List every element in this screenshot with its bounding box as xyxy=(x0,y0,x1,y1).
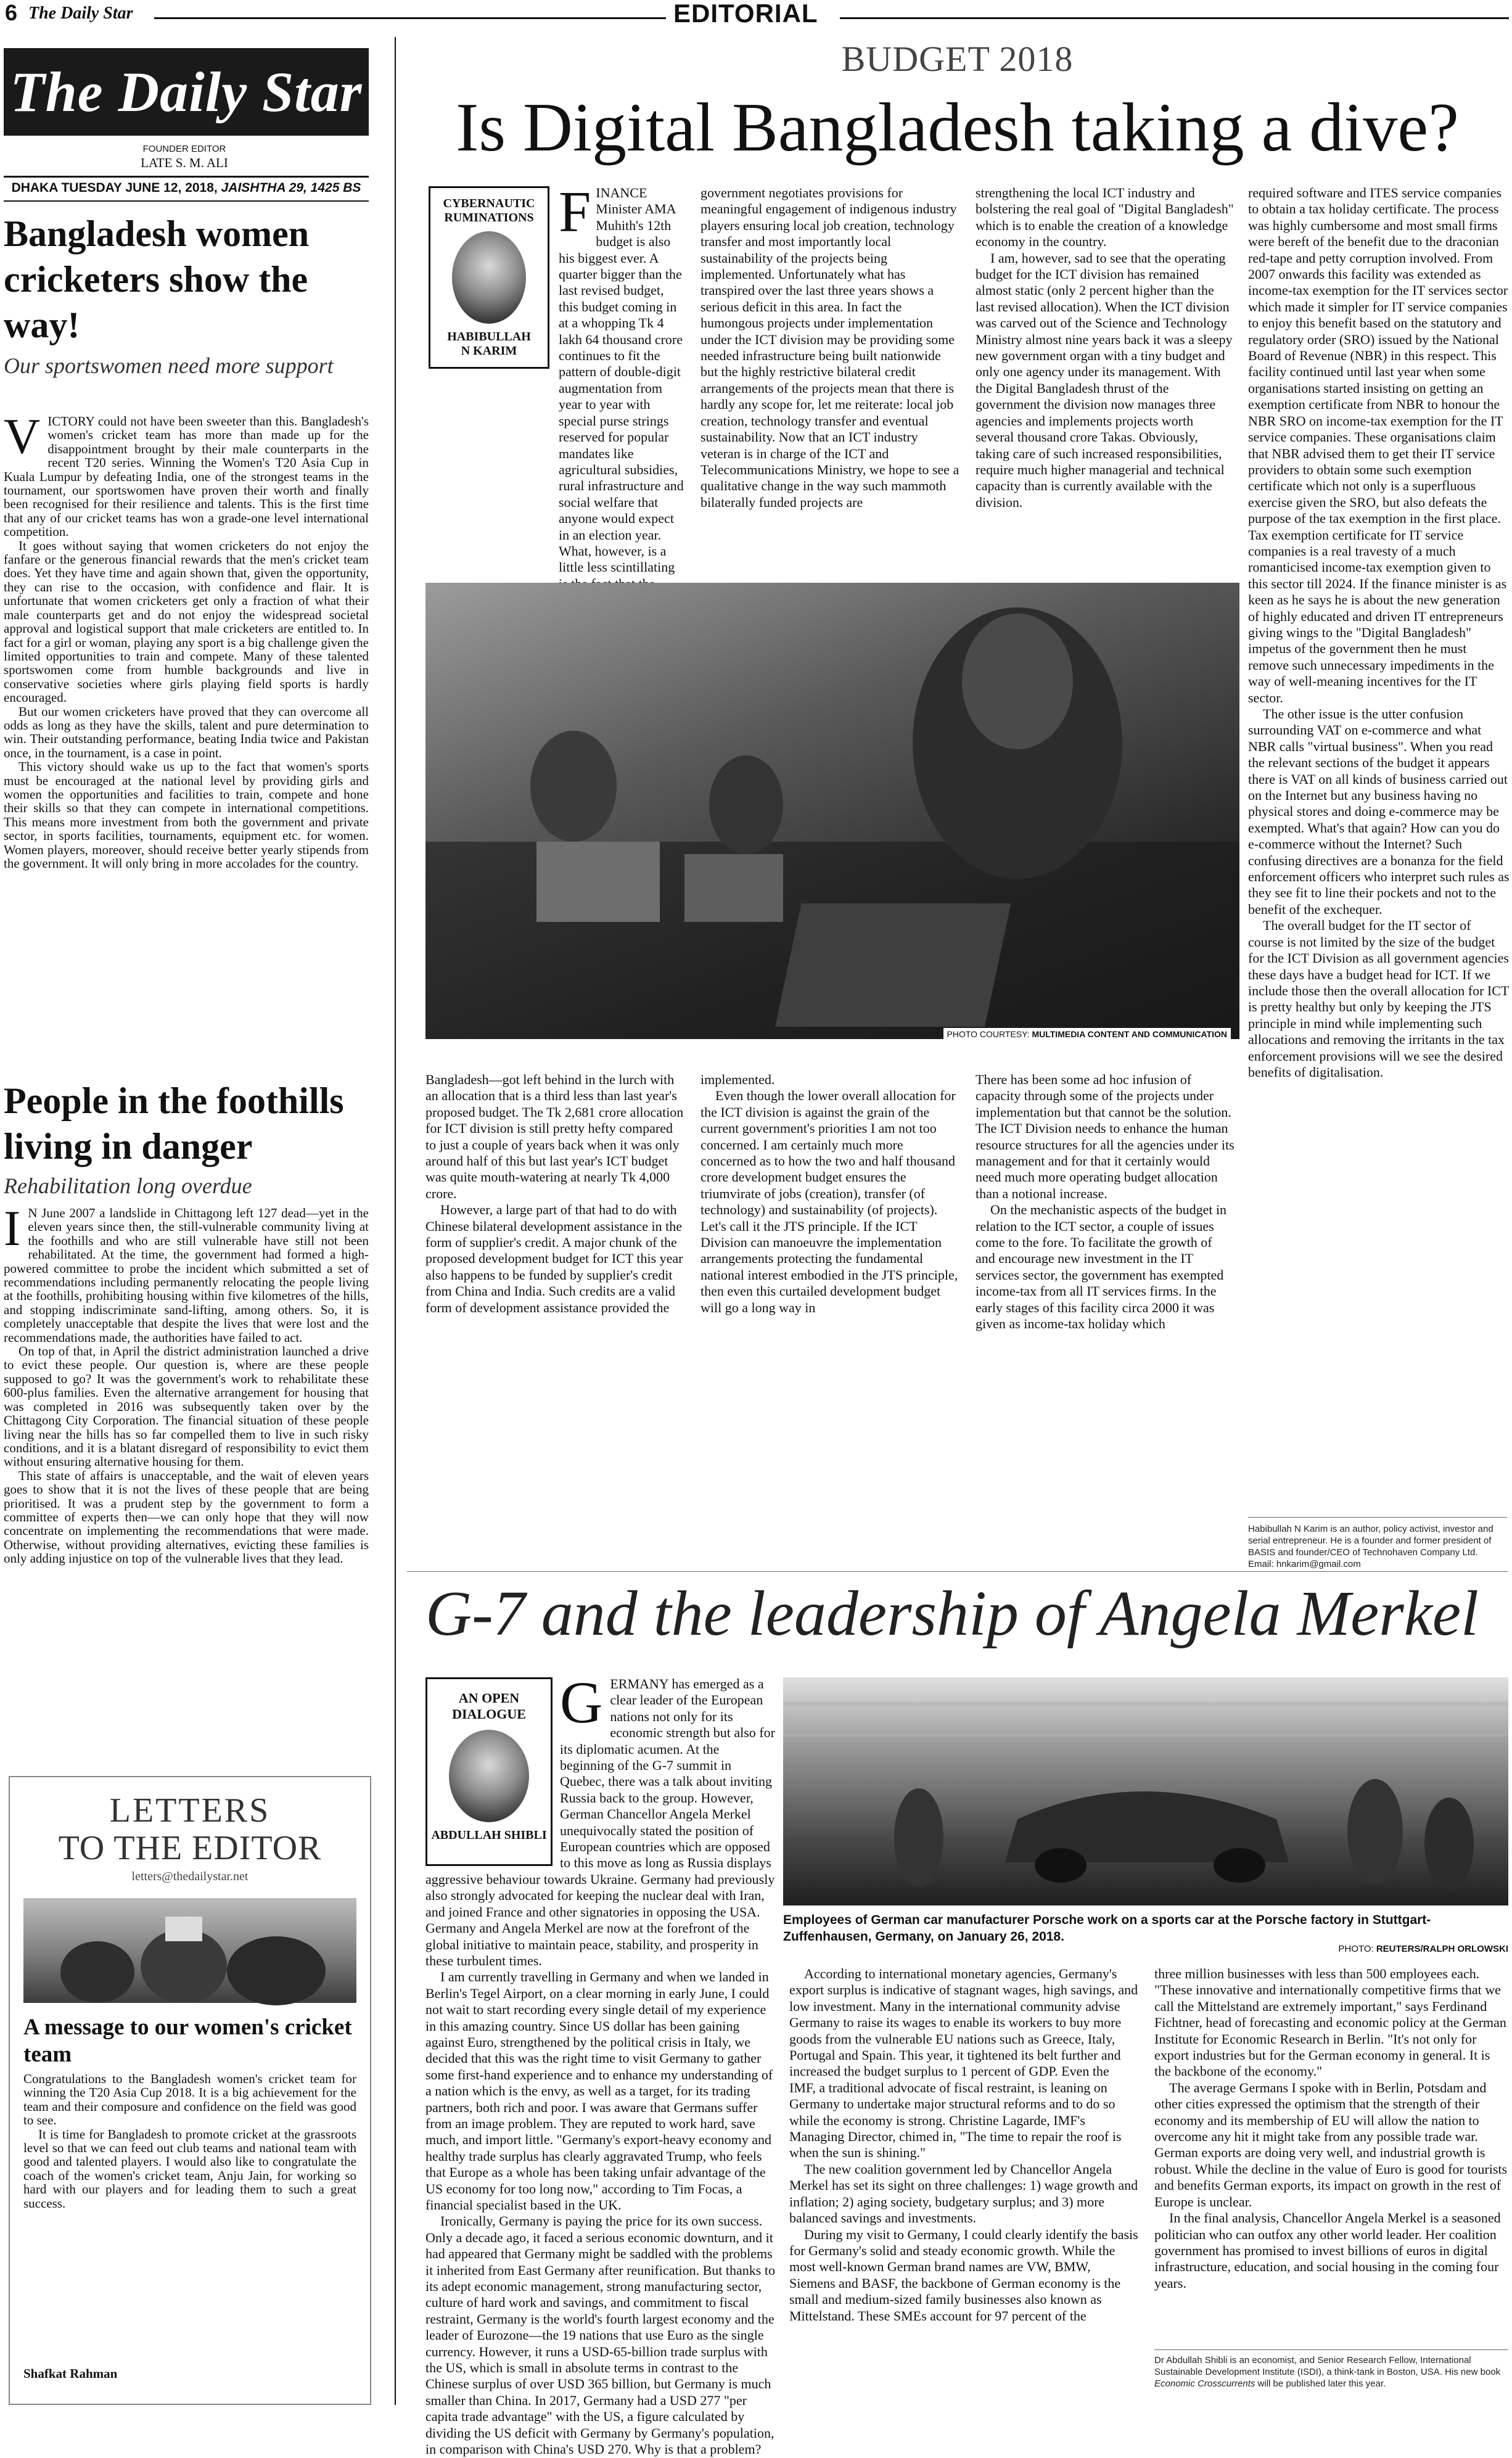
header-paper-name: The Daily Star xyxy=(28,4,133,23)
budget-col2-bottom xyxy=(701,1072,961,1417)
budget-author-note-rule xyxy=(1248,1517,1507,1518)
budget-col2-bottom-para: implemented. xyxy=(701,1072,775,1087)
budget-photo-credit xyxy=(943,1028,1231,1040)
budget-col1-top xyxy=(559,180,684,575)
editorial2-drop-cap: I xyxy=(4,1200,21,1256)
merkel-col1-para: ERMANY has emerged as a clear leader of the European nations not only for its economic strength but also for its diplomatic acumen. At the beginning of the G-7 summit in Quebec, there was a talk about inviting Russia back to the group. However, German Chancellor Angela Merkel unequivocally stated the position of European countries which are opposed to this move as long as Russia displays aggressive behaviour towards Ukraine. Germany had previously also strongly advocated for keeping the nuclear deal with Iran, and joined France and other signatories in opposing the USA. Germany and Angela Merkel are now at the forefront of the global initiative to maintain peace, stability, and prosperity in these turbulent times. xyxy=(425,1676,775,1968)
letter-signature: Shafkat Rahman xyxy=(23,2366,118,2381)
editorial2-para: This state of affairs is unacceptable, and the wait of eleven years goes to show that it is not the lives of these people that are being prioritised. It was a prudent step by the government to form a committee of experts then—we can only hope that they will now concentrate on implementing the recommendations that were made. Otherwise, without providing alternatives, evicting these families is only adding injustice on top of the vulnerable lives that they lead. xyxy=(4,1468,369,1566)
merkel-col2 xyxy=(789,1966,1138,2404)
merkel-byline-spacer xyxy=(425,1676,560,1861)
dateline-top-rule xyxy=(4,176,369,178)
letter-para: Congratulations to the Bangladesh women's cricket team for winning the T20 Asia Cup 2018. It is a big achievement for the team and their composure and confidence on the field was good to see. xyxy=(23,2071,356,2128)
letter-para: It is time for Bangladesh to promote cricket at the grassroots level so that we can feed out club teams and national team with good and talented players. I would also like to congratulate the coach of the women's cricket team, Anju Jain, for working so hard with our players and for leading them to such a great success. xyxy=(23,2126,356,2211)
editorial1-para: But our women cricketers have proved that they can overcome all odds as long as they have the skills, talent and pure determination to win. Their outstanding performance, beating India twice and Pakistan once, in the tournament, is a case in point. xyxy=(4,704,369,760)
dateline-date: DHAKA TUESDAY JUNE 12, 2018, xyxy=(11,181,218,195)
letter-body xyxy=(23,2072,356,2368)
merkel-photo-caption: Employees of German car manufacturer Porsche work on a sports car at the Porsche factory in Stuttgart-Zuffenhausen, Germany, on January 26, 2018. xyxy=(783,1913,1431,1944)
editorial1-para: ICTORY could not have been sweeter than this. Bangladesh's women's cricket team has more than made up for the disappointment brought by their male counterparts in the recent T20 series. Winning the Women's T20 Asia Cup in Kuala Lumpur by defeating India, one of the strongest teams in the tournament, our sportswomen have proven their worth and finally been recognised for their resilience and talents. This is the first time that any of our cricket teams has won a grade-one level international competition. xyxy=(4,414,369,540)
merkel-col2-para: During my visit to Germany, I could clearly identify the basis for Germany's solid and steady economic growth. While the most well-known German brand names are VW, BMW, Siemens and BASF, the backbone of German economy is the small and medium-sized family businesses also known as Mittelstand. These SMEs account for 97 percent of the xyxy=(789,2226,1138,2324)
budget-col2-bottom-para: Even though the lower overall allocation for the ICT division is against the grain of the current government's priorities I am not too concerned. I am certainly much more concerned as to how the two and half thousand crore development budget ensures the triumvirate of jobs (creation), transfer (of technology) and sustainability (of projects). Let's call it the JTS principle. If the ICT Division can manoeuvre the implementation arrangements protecting the fundamental national interest embodied in the JTS principle, then even this curtailed development budget will go a long way in xyxy=(701,1088,958,1315)
budget-col4-para: The other issue is the utter confusion surrounding VAT on e-commerce and what NBR calls "virtual business". When you read the relevant sections of the budget it appears there is VAT on all kinds of business carried out on the Internet but any business having no physical stores and doing e-commerce may be exempted. What's that again? How can you do e-commerce without the Internet? Such confusing directives are a bonanza for the field enforcement officers who interpret such rules as they see fit to line their pockets and not to the benefit of the exchequer. xyxy=(1248,706,1510,917)
budget-kicker: BUDGET 2018 xyxy=(841,39,1074,79)
merkel-col1-para: Ironically, Germany is paying the price for its own success. Only a decade ago, it faced a serious economic downturn, and it had appeared that Germany might be saddled with the problems it inherited from East Germany after reunification. But thanks to its adept economic management, strong manufacturing sector, culture of hard work and savings, and commitment to fiscal restraint, Germany is the world's fourth largest economy and the leader of Eurozone—the 19 nations that use Euro as the single currency. However, it runs a USD-65-billion trade surplus with the US, which is small in absolute terms in contrast to the Chinese surplus of over USD 365 billion, but Germany is much smaller than China. In 2017, Germany had a USD 277 "per capita trade advantage" with the US, a figure calculated by dividing the US deficit with Germany by Germany's population, in comparison with China's USD 270. Why is that a problem? xyxy=(425,2213,775,2457)
header-rule-right xyxy=(840,17,1509,19)
budget-author-note-text: Habibullah N Karim is an author, policy activist, investor and serial entrepreneur. He is a founder and former president of BASIS and founder/CEO of Technohaven Company Ltd. xyxy=(1248,1524,1494,1558)
merkel-author-name: ABDULLAH SHIBLI xyxy=(431,1828,547,1842)
founder-label: FOUNDER EDITOR xyxy=(142,144,226,154)
founder-name: LATE S. M. ALI xyxy=(141,155,228,170)
merkel-author-note-1: Dr Abdullah Shibli is an economist, and Senior Research Fellow, International Sustainable Development Institute (ISDI), a think-tank in Boston, USA. His new book xyxy=(1154,2355,1501,2377)
budget-author-note xyxy=(1248,1523,1507,1570)
budget-col2-top xyxy=(701,185,961,580)
budget-col1-top-cont xyxy=(425,385,687,583)
editorial1-para: It goes without saying that women cricketers do not enjoy the fanfare or the generous financial rewards that the men's cricket team does. Yet they have time and again shown that, given the opportunity, they can rise to the occasion, with confidence and flair. It is unfortunate that women cricketers get only a fraction of what their male counterparts get and do not enjoy the widespread societal approval and logistical support that male cricketers are entitled to. In fact for a girl or woman, playing any sport is a big challenge given the limited opportunities to train and compete. Many of these talented sportswomen come from humble backgrounds and live in conservative societies where girls playing field sports is hardly encouraged. xyxy=(4,538,369,705)
merkel-photo-credit-label: PHOTO: xyxy=(1338,1944,1374,1954)
editorial1-body xyxy=(4,408,369,1062)
editorial1-subtitle: Our sportswomen need more support xyxy=(4,353,334,378)
budget-column-label-2: RUMINATIONS xyxy=(444,211,534,224)
budget-col3-bottom-para: On the mechanistic aspects of the budget in relation to the ICT sector, a couple of issues come to the fore. To facilitate the growth of and encourage new investment in the IT services sector, the government has exempted income-tax from all IT services firms. In the early stages of this facility circa 2000 it was given as income-tax holiday which xyxy=(976,1202,1227,1332)
budget-byline-box xyxy=(429,186,549,369)
budget-col4 xyxy=(1248,185,1510,1508)
budget-photo xyxy=(425,583,1239,1039)
dateline-bangla-date: JAISHTHA 29, 1425 BS xyxy=(221,181,361,195)
budget-col1-top-text: INANCE Minister AMA Muhith's 12th budget is also his biggest ever. A quarter bigger than the last revised budget, this budget coming in at a whopping Tk 4 lakh 64 thousand crore continues to fit the pattern of double-digit augmentation from year to year with special purse strings reserved for popular mandates like agricultural subsidies, rural infrastructure and social welfare that anyone would expect in an election year. What, however, is a little less scintillating xyxy=(559,185,684,575)
budget-author-name-2: N KARIM xyxy=(461,344,517,358)
editorial2-subtitle: Rehabilitation long overdue xyxy=(4,1174,252,1198)
editorial1-title: Bangladesh women cricketers show the way! xyxy=(4,213,310,345)
letters-box xyxy=(9,1776,371,2405)
budget-col3-para: strengthening the local ICT industry and bolstering the real goal of "Digital Bangladesh" which is to enable the creation of a knowledge economy in the country. xyxy=(976,185,1234,250)
merkel-column-label-1: AN OPEN xyxy=(458,1690,520,1706)
budget-author-photo xyxy=(452,231,526,324)
laptop-users-photo-placeholder xyxy=(425,583,1239,1039)
cricket-team-photo-placeholder xyxy=(23,1898,356,2003)
budget-col4-para: The overall budget for the IT sector of course is not limited by the size of the budget for the ICT Division as all government agencies these days have a budget head for ICT. If we include those then the overall allocation for ICT is pretty healthy but only by keeping the JTS principle in mind while implementing such allocations and removing the irritants in the tax enforcement provisions will we see the desired benefits of digitalisation. xyxy=(1248,918,1509,1080)
section-label: EDITORIAL xyxy=(673,0,818,28)
editorial2-para: On top of that, in April the district administration launched a drive to evict these people. Our question is, where are these people supposed to go? It was the government's work to rehabilitate these 600-plus families. Even the alternative arrangement for housing that was completed in 2016 was subsequently taken over by the Chittagong City Corporation. The financial situation of these people living near the hills has so far compelled them to live in such risky conditions, and it is a blatant disregard of responsibility to evict them without ensuring alternative housing for them. xyxy=(4,1344,369,1469)
merkel-col1-para: I am currently travelling in Germany and when we landed in Berlin's Tegel Airport, on a clear morning in early June, I could not wait to start recording every single detail of my experience in this amazing country. Since US dollar has been gaining against Euro, strengthened by the political crisis in Italy, we decided that this was the right time to visit Germany to gather some first-hand experience and to enhance my understanding of a nation which is the envy, as well as a target, for its trading partners, both rich and poor. I was aware that Germans suffer from an image problem. They are reputed to work hard, save much, and import little. "Germany's export-heavy economy and healthy trade surplus has clearly aggravated Trump, who feels that Europe as a whole has been taking unfair advantage of the US economy for too long now," according to Tim Focas, a financial specialist based in the UK. xyxy=(425,1969,773,2213)
merkel-headline: G-7 and the leadership of Angela Merkel xyxy=(425,1578,1479,1649)
merkel-col3-para: three million businesses with less than 500 employees each. "These innovative and internationally competitive firms that we call the Mittelstand are extremely important," says Ferdinand Fichtner, head of forecasting and economic policy at the German Institute for Economic Research in Berlin. "It's not only for export industries but for the German economy in general. It is the backbone of the economy." xyxy=(1154,1966,1506,2079)
merkel-col3-para: In the final analysis, Chancellor Angela Merkel is a seasoned politician who can outfox any other world leader. Her coalition government has promised to invest billions of euros in digital infrastructure, education, and social housing in the coming four years. xyxy=(1154,2210,1501,2291)
merkel-photo-credit-value: REUTERS/RALPH ORLOWSKI xyxy=(1376,1944,1508,1954)
budget-col4-para: required software and ITES service companies to obtain a tax holiday certificate. The process was highly cumbersome and most small firms were bereft of the benefit due to the draconian red-tape and petty corruption involved. From 2007 onwards this facility was extended as income-tax exemption for the IT services sector which made it simpler for IT service companies to enjoy this benefit based on the statutory and regulatory order (SRO) issued by the National Board of Revenue (NBR) in this respect. This facility continued until last year when some organisations started insisting on getting an exemption certificate from NBR to honour the NBR SRO on income-tax exemption for the IT service companies. These organisations claim that NBR advised them to get their IT service providers to obtain some such exemption certificate which not only is a superfluous exercise given the SRO, but also defeats the purpose of the tax exemption in the first place. Tax exemption certificate for IT service companies is a real travesty of a much romanticised income-tax exemption given to this sector till 2024. If the finance minister is as keen as he says he is about the new generation of highly educated and driven IT entrepreneurs giving wings to the "Digital Bangladesh" impetus of the government then he must remove such unnecessary impediments in the way of well-meaning incentives for the IT sector. xyxy=(1248,185,1508,705)
dateline xyxy=(4,181,369,195)
letters-heading-2: TO THE EDITOR xyxy=(58,1829,322,1867)
dateline-bottom-rule xyxy=(4,200,369,202)
editorial2-body xyxy=(4,1200,369,1730)
letter-title: A message to our women's cricket team xyxy=(23,2015,352,2067)
merkel-author-note-rule xyxy=(1154,2349,1508,2350)
masthead-logo: The Daily Star xyxy=(10,60,363,123)
merkel-col3-para: The average Germans I spoke with in Berlin, Potsdam and other cities expressed the optimism that the strength of their economy and its membership of EU will allow the nation to overcome any hit it might take from any possible trade war. German exports are doing very well, and industrial growth is robust. While the decline in the value of Euro is good for tourists and benefits German exports, its impact on growth in the rest of Europe is unclear. xyxy=(1154,2079,1508,2209)
budget-col3-bottom-para: There has been some ad hoc infusion of capacity through some of the projects under implementation but that cannot be the solution. The ICT Division needs to enhance the human resource structures for all the agencies under its management and for that it certainly would need much more operating budget allocation than a notional increase. xyxy=(976,1072,1235,1201)
masthead-logo-block xyxy=(4,48,369,136)
letters-heading-1: LETTERS xyxy=(109,1791,271,1830)
budget-author-name-1: HABIBULLAH xyxy=(447,330,531,343)
budget-col1-bottom xyxy=(425,1072,684,1417)
merkel-top-rule xyxy=(407,1571,1508,1572)
editorial1-drop-cap: V xyxy=(4,408,41,464)
budget-col3-top xyxy=(976,185,1235,580)
column-divider xyxy=(395,37,396,2405)
merkel-col1 xyxy=(425,1669,776,2457)
budget-col3-bottom xyxy=(976,1072,1235,1417)
budget-col1-bottom-para: However, a large part of that had to do with Chinese bilateral development assistance in the form of supplier's credit. A major chunk of the proposed development budget for ICT this year also happens to be funded by supplier's credit from China and India. Such credits are a valid form of development assistance provided the xyxy=(425,1202,683,1315)
budget-headline: Is Digital Bangladesh taking a dive? xyxy=(456,89,1459,166)
letters-email: letters@thedailystar.net xyxy=(131,1870,249,1883)
header-rule-left xyxy=(154,17,666,19)
budget-photo-credit-label: PHOTO COURTESY: xyxy=(947,1029,1030,1039)
merkel-col2-para: According to international monetary agencies, Germany's export surplus is indicative of stagnant wages, high savings, and low investment. Many in the international community advise Germany to raise its wages to enable its workers to buy more goods from the vulnerable EU nations such as Greece, Italy, Portugal and Spain. This year, it tightened its belt further and increased the budget surplus to 1 percent of GDP. Even the IMF, a traditional advocate of fiscal restraint, is leaning on Germany to undertake major structural reforms and to do so while the economy is strong. Christine Lagarde, IMF's Managing Director, chimed in, "The time to repair the roof is when the sun is shining." xyxy=(789,1966,1138,2161)
car-factory-photo-placeholder xyxy=(783,1677,1508,1905)
letters-photo xyxy=(23,1898,356,2003)
editorial2-para: N June 2007 a landslide in Chittagong left 127 dead—yet in the eleven years since then, the still-vulnerable community living at the foothills and who are still vulnerable have still not been rehabilitated. At the time, the government had formed a high-powered committee to probe the incident which submitted a set of recommendations including permanently relocating the people living at the foothills, prohibiting housing within five kilometres of the hills, and stopping indiscriminate sand-lifting, among others. So, it is completely unacceptable that despite the lives that were lost and the recommendations made, the authorities have failed to act. xyxy=(4,1206,369,1345)
budget-drop-cap: F xyxy=(559,180,591,244)
merkel-photo xyxy=(783,1677,1508,1905)
budget-col2-top-text: government negotiates provisions for meaningful engagement of indigenous industry players ensuring local job creation, technology transfer and most importantly local sustainability of the projects being implemented. Unfortunately what has transpired over the last three years shows a serious deficit in this area. In fact the humongous projects under implementation under the ICT division may be providing some needed infrastructure being built nationwide but the highly restrictive bilateral credit arrangements of the projects mean that there is hardly any scope for, let me reiterate: local job creation, technology transfer and eventual sustainability. Now that an ICT industry veteran is in charge of the ICT and Telecommunications Ministry, we hope to see a qualitative change in the way such mammoth bilaterally funded projects are xyxy=(701,185,959,510)
merkel-drop-cap: G xyxy=(560,1669,603,1735)
merkel-column-label-2: DIALOGUE xyxy=(452,1706,526,1722)
budget-col1-bottom-para: Bangladesh—got left behind in the lurch with an allocation that is a third less than last year's proposed budget. The Tk 2,681 crore allocation for ICT division is still pretty hefty compared to just a couple of years back when it was only around half of this but last year's ICT budget was quite mouth-watering at nearly Tk 4,000 crore. xyxy=(425,1072,684,1201)
editorial1-para: This victory should wake us up to the fact that women's sports must be encouraged at the national level by providing girls and women the opportunities and facilities to train, compete and hone their skills so that they can compete in international competitions. This means more investment from both the government and private sector, in sports facilities, tournaments, equipment etc. for women. Women players, moreover, should receive better yearly stipends from the government. It will only bring in more accolades for the country. xyxy=(4,759,369,871)
budget-col3-para: I am, however, sad to see that the operating budget for the ICT division has remained almost static (only 2 percent higher than the last revised allocation). When the ICT division was carved out of the Science and Technology Ministry almost nine years back it was a sleepy new government organ with a tiny budget and only one agency under its management. With the Digital Bangladesh thrust of the government the division now manages three agencies and implements projects worth several thousand crore Takas. Obviously, taking care of such increased responsibilities, require much higher managerial and technical capacity than is currently available with the division. xyxy=(976,250,1233,510)
merkel-col2-para: The new coalition government led by Chancellor Angela Merkel has set its sight on three challenges: 1) wage growth and inflation; 2) aging society, budgetary surplus; and 3) more balanced savings and investments. xyxy=(789,2161,1138,2226)
budget-photo-credit-value: MULTIMEDIA CONTENT AND COMMUNICATION xyxy=(1032,1029,1227,1039)
page-number: 6 xyxy=(5,0,18,25)
merkel-author-note-book: Economic Crosscurrents xyxy=(1154,2378,1255,2389)
merkel-author-note xyxy=(1154,2354,1508,2390)
budget-author-email: Email: hnkarim@gmail.com xyxy=(1248,1559,1361,1569)
merkel-photo-credit xyxy=(783,1944,1508,1954)
merkel-author-note-2: will be published later this year. xyxy=(1255,2378,1386,2389)
editorial2-title: People in the foothills living in danger xyxy=(4,1080,344,1167)
budget-column-label-1: CYBERNAUTIC xyxy=(443,197,535,210)
merkel-col3 xyxy=(1154,1966,1508,2306)
